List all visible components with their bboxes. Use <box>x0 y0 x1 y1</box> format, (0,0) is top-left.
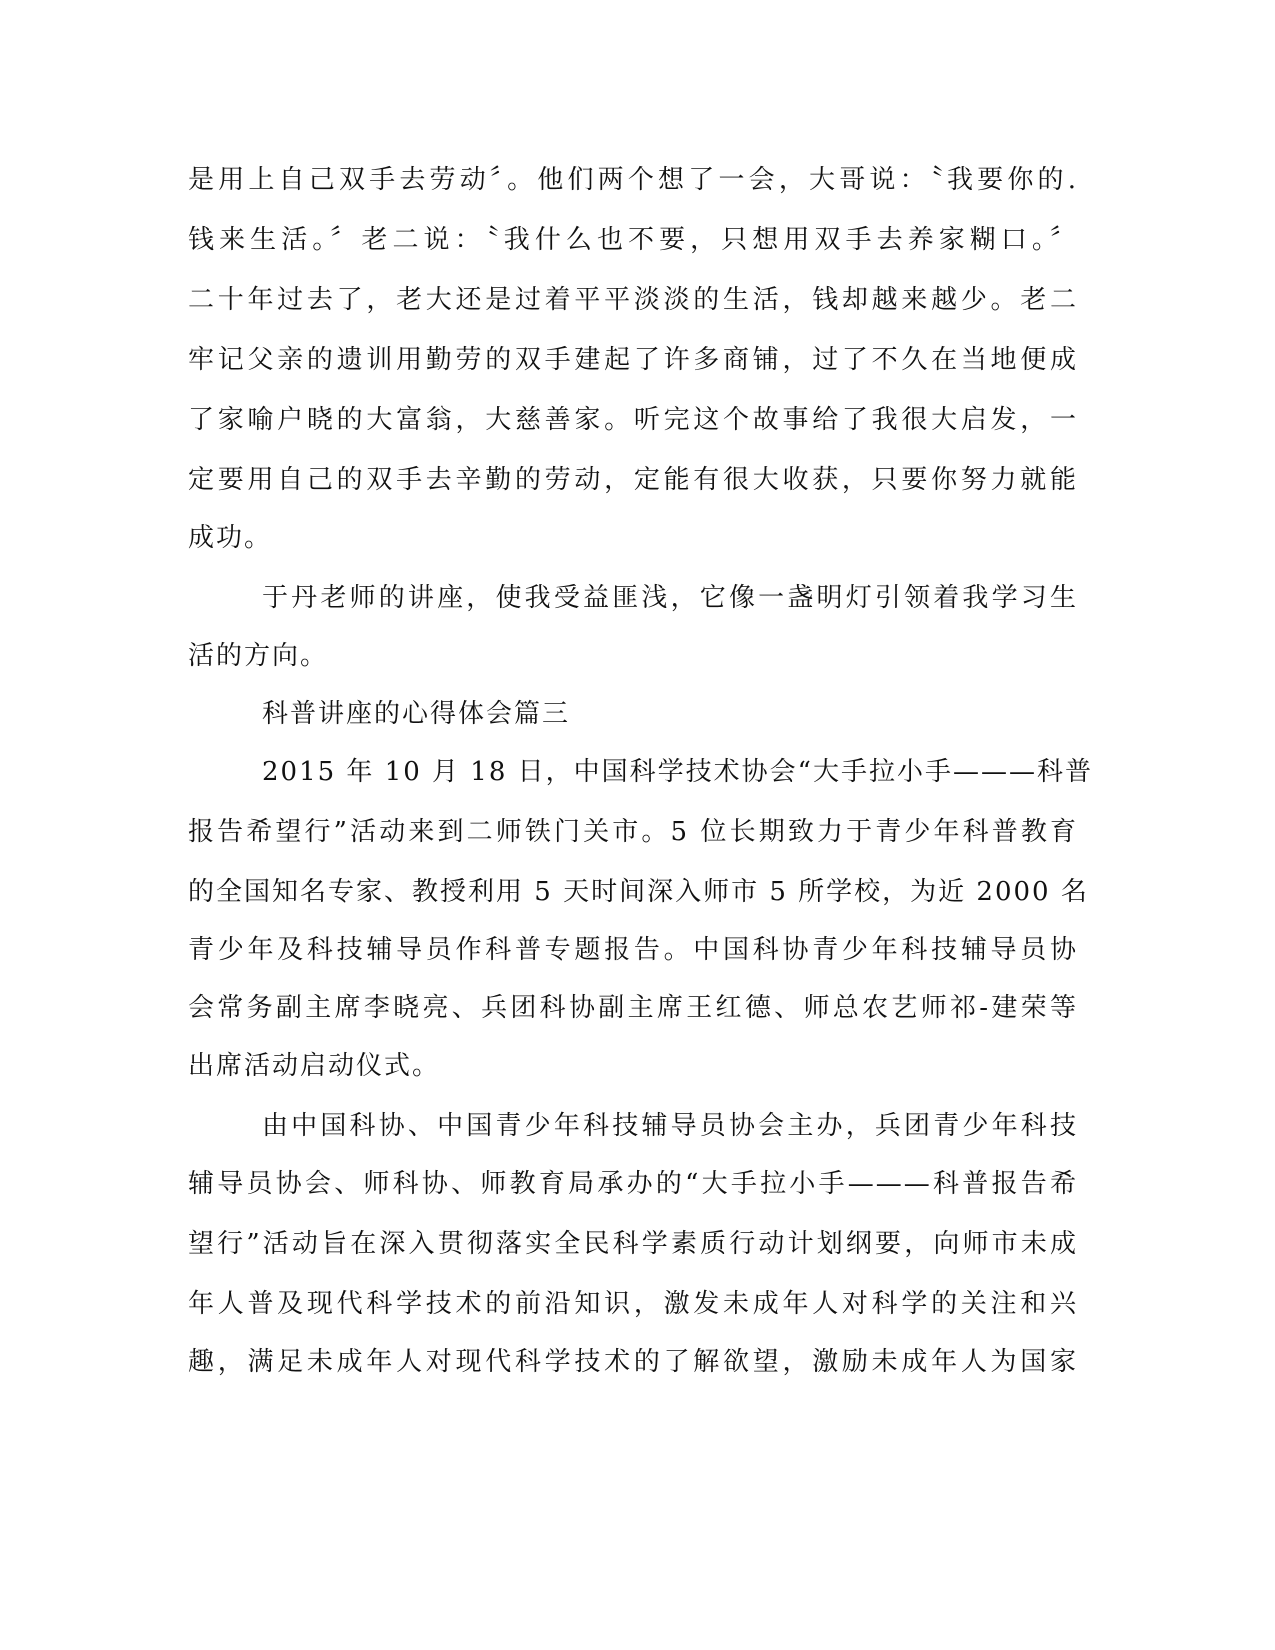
text-line-14: 青少年及科技辅导员作科普专题报告。中国科协青少年科技辅导员协 <box>188 935 1078 965</box>
text-line-21: 趣，满足未成年人对现代科学技术的了解欲望，激励未成年人为国家 <box>188 1347 1078 1377</box>
text-line-2: 钱来生活。〞老二说：〝我什么也不要，只想用双手去养家糊口。〞 <box>188 225 1078 255</box>
text-line-15: 会常务副主席李晓亮、兵团科协副主席王红德、师总农艺师祁-建荣等 <box>188 993 1078 1023</box>
text-line-20: 年人普及现代科学技术的前沿知识，激发未成年人对科学的关注和兴 <box>188 1289 1078 1319</box>
text-line-11: 2015 年 10 月 18 日，中国科学技术协会“大手拉小手———科普 <box>262 757 1093 787</box>
text-line-8: 于丹老师的讲座，使我受益匪浅，它像一盏明灯引领着我学习生 <box>262 583 1078 613</box>
text-line-16: 出席活动启动仪式。 <box>188 1051 441 1081</box>
text-line-5: 了家喻户晓的大富翁，大慈善家。听完这个故事给了我很大启发，一 <box>188 405 1078 435</box>
text-line-12: 报告希望行”活动来到二师铁门关市。5 位长期致力于青少年科普教育 <box>188 817 1078 847</box>
text-line-9: 活的方向。 <box>188 641 329 671</box>
text-line-1: 是用上自己双手去劳动〞。他们两个想了一会，大哥说：〝我要你的. <box>188 165 1078 195</box>
text-line-13: 的全国知名专家、教授利用 5 天时间深入师市 5 所学校，为近 2000 名 <box>188 877 1089 907</box>
text-line-19: 望行”活动旨在深入贯彻落实全民科学素质行动计划纲要，向师市未成 <box>188 1229 1078 1259</box>
text-line-18: 辅导员协会、师科协、师教育局承办的“大手拉小手———科普报告希 <box>188 1169 1078 1199</box>
text-line-4: 牢记父亲的遗训用勤劳的双手建起了许多商铺，过了不久在当地便成 <box>188 345 1078 375</box>
text-line-3: 二十年过去了，老大还是过着平平淡淡的生活，钱却越来越少。老二 <box>188 285 1078 315</box>
text-line-7: 成功。 <box>188 523 273 553</box>
text-line-6: 定要用自己的双手去辛勤的劳动，定能有很大收获，只要你努力就能 <box>188 465 1078 495</box>
text-line-17: 由中国科协、中国青少年科技辅导员协会主办，兵团青少年科技 <box>262 1111 1078 1141</box>
section-heading: 科普讲座的心得体会篇三 <box>262 699 571 729</box>
